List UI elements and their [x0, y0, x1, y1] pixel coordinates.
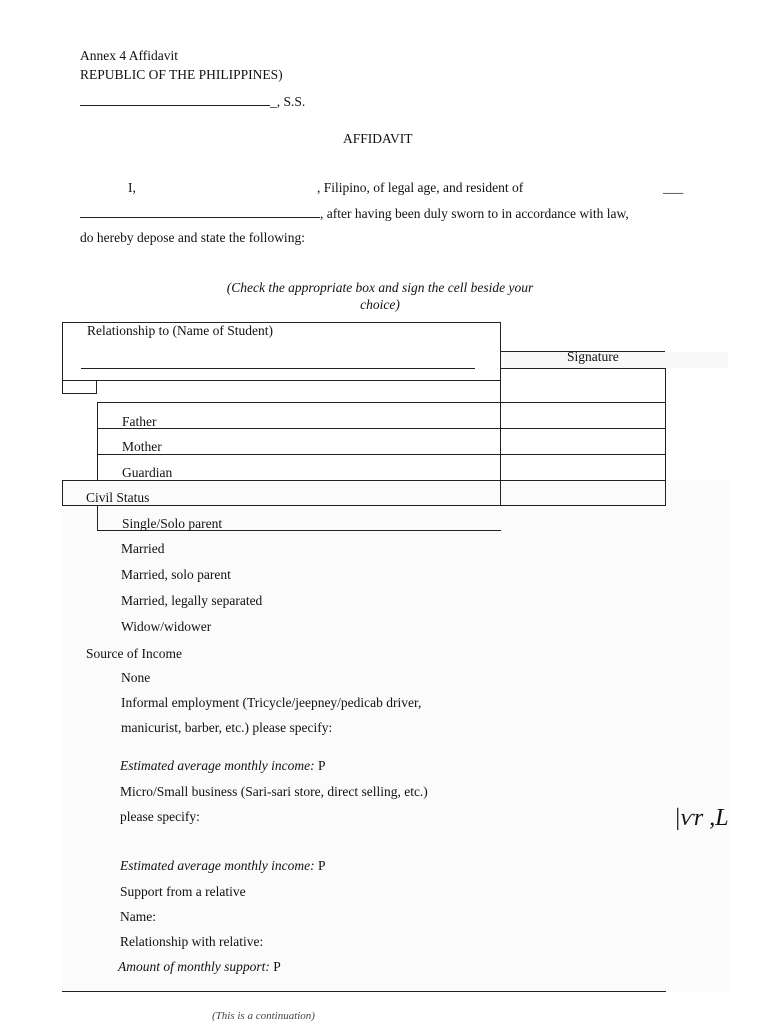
- table-bottom-rule: [62, 991, 666, 992]
- civil-status-header: Civil Status: [86, 490, 150, 505]
- option-single[interactable]: Single/Solo parent: [122, 516, 223, 531]
- micro-income-line: [120, 858, 325, 874]
- signature-cell-top[interactable]: [500, 368, 666, 403]
- intro-sworn: , after having been duly sworn to in accordance with law,: [320, 206, 629, 221]
- annex-label: Annex 4 Affidavit: [80, 48, 178, 63]
- option-micro[interactable]: Micro/Small business (Sari-sari store, direct selling, etc.): [120, 784, 428, 799]
- option-married-separated[interactable]: Married, legally separated: [121, 593, 263, 608]
- instruction-line1: (Check the appropriate box and sign the cell beside your: [226, 280, 534, 295]
- option-informal[interactable]: Informal employment (Tricycle/jeepney/pedicab driver,: [121, 695, 422, 710]
- venue-line: [80, 93, 305, 110]
- relative-name-label: Name:: [120, 909, 156, 924]
- option-mother[interactable]: Mother: [122, 439, 162, 454]
- signature-cell-guardian[interactable]: [500, 454, 666, 481]
- micro-income-label: Estimated average monthly income:: [120, 858, 315, 873]
- signature-header: Signature: [567, 349, 619, 364]
- document-title: AFFIDAVIT: [343, 131, 413, 146]
- option-married[interactable]: Married: [121, 541, 165, 556]
- informal-specify: manicurist, barber, etc.) please specify:: [121, 720, 333, 735]
- intro-depose: do hereby depose and state the following:: [80, 230, 305, 245]
- micro-specify: please specify:: [120, 809, 200, 824]
- intro-sworn-line: [80, 205, 629, 222]
- income-unit: P: [317, 758, 326, 773]
- instruction-line2: choice): [360, 297, 400, 312]
- monthly-support-unit: P: [273, 959, 281, 974]
- option-support[interactable]: Support from a relative: [120, 884, 246, 899]
- venue-blank[interactable]: [80, 93, 270, 106]
- row-father: [97, 402, 501, 429]
- ss-label: _, S.S.: [270, 94, 306, 109]
- signature-cell-mother[interactable]: [500, 428, 666, 455]
- micro-income-unit: P: [317, 858, 326, 873]
- relative-relationship-label: Relationship with relative:: [120, 934, 264, 949]
- source-header: Source of Income: [86, 646, 182, 661]
- signature-cell-father[interactable]: [500, 402, 666, 429]
- monthly-support-line: [118, 959, 281, 975]
- indent-cell: [62, 380, 97, 394]
- footer-fragment: (This is a continuation): [212, 1010, 315, 1022]
- intro-residence-blank[interactable]: ___: [663, 180, 684, 195]
- intro-i: I,: [128, 180, 136, 195]
- republic-line: REPUBLIC OF THE PHILIPPINES): [80, 67, 283, 82]
- option-none[interactable]: None: [121, 670, 151, 685]
- signature-cell-civil[interactable]: [500, 480, 666, 506]
- option-guardian[interactable]: Guardian: [122, 465, 173, 480]
- intro-filipino: , Filipino, of legal age, and resident of: [317, 180, 524, 195]
- option-married-solo[interactable]: Married, solo parent: [121, 567, 231, 582]
- margin-signature-mark: |ѵr ,L: [674, 805, 729, 831]
- informal-income-line: [120, 758, 325, 774]
- relationship-header: Relationship to (Name of Student): [87, 323, 273, 338]
- student-name-blank[interactable]: [81, 368, 475, 369]
- option-widow[interactable]: Widow/widower: [121, 619, 212, 634]
- option-father[interactable]: Father: [122, 414, 157, 429]
- residence-blank[interactable]: [80, 205, 320, 218]
- monthly-support-label: Amount of monthly support:: [118, 959, 270, 974]
- income-label: Estimated average monthly income:: [120, 758, 315, 773]
